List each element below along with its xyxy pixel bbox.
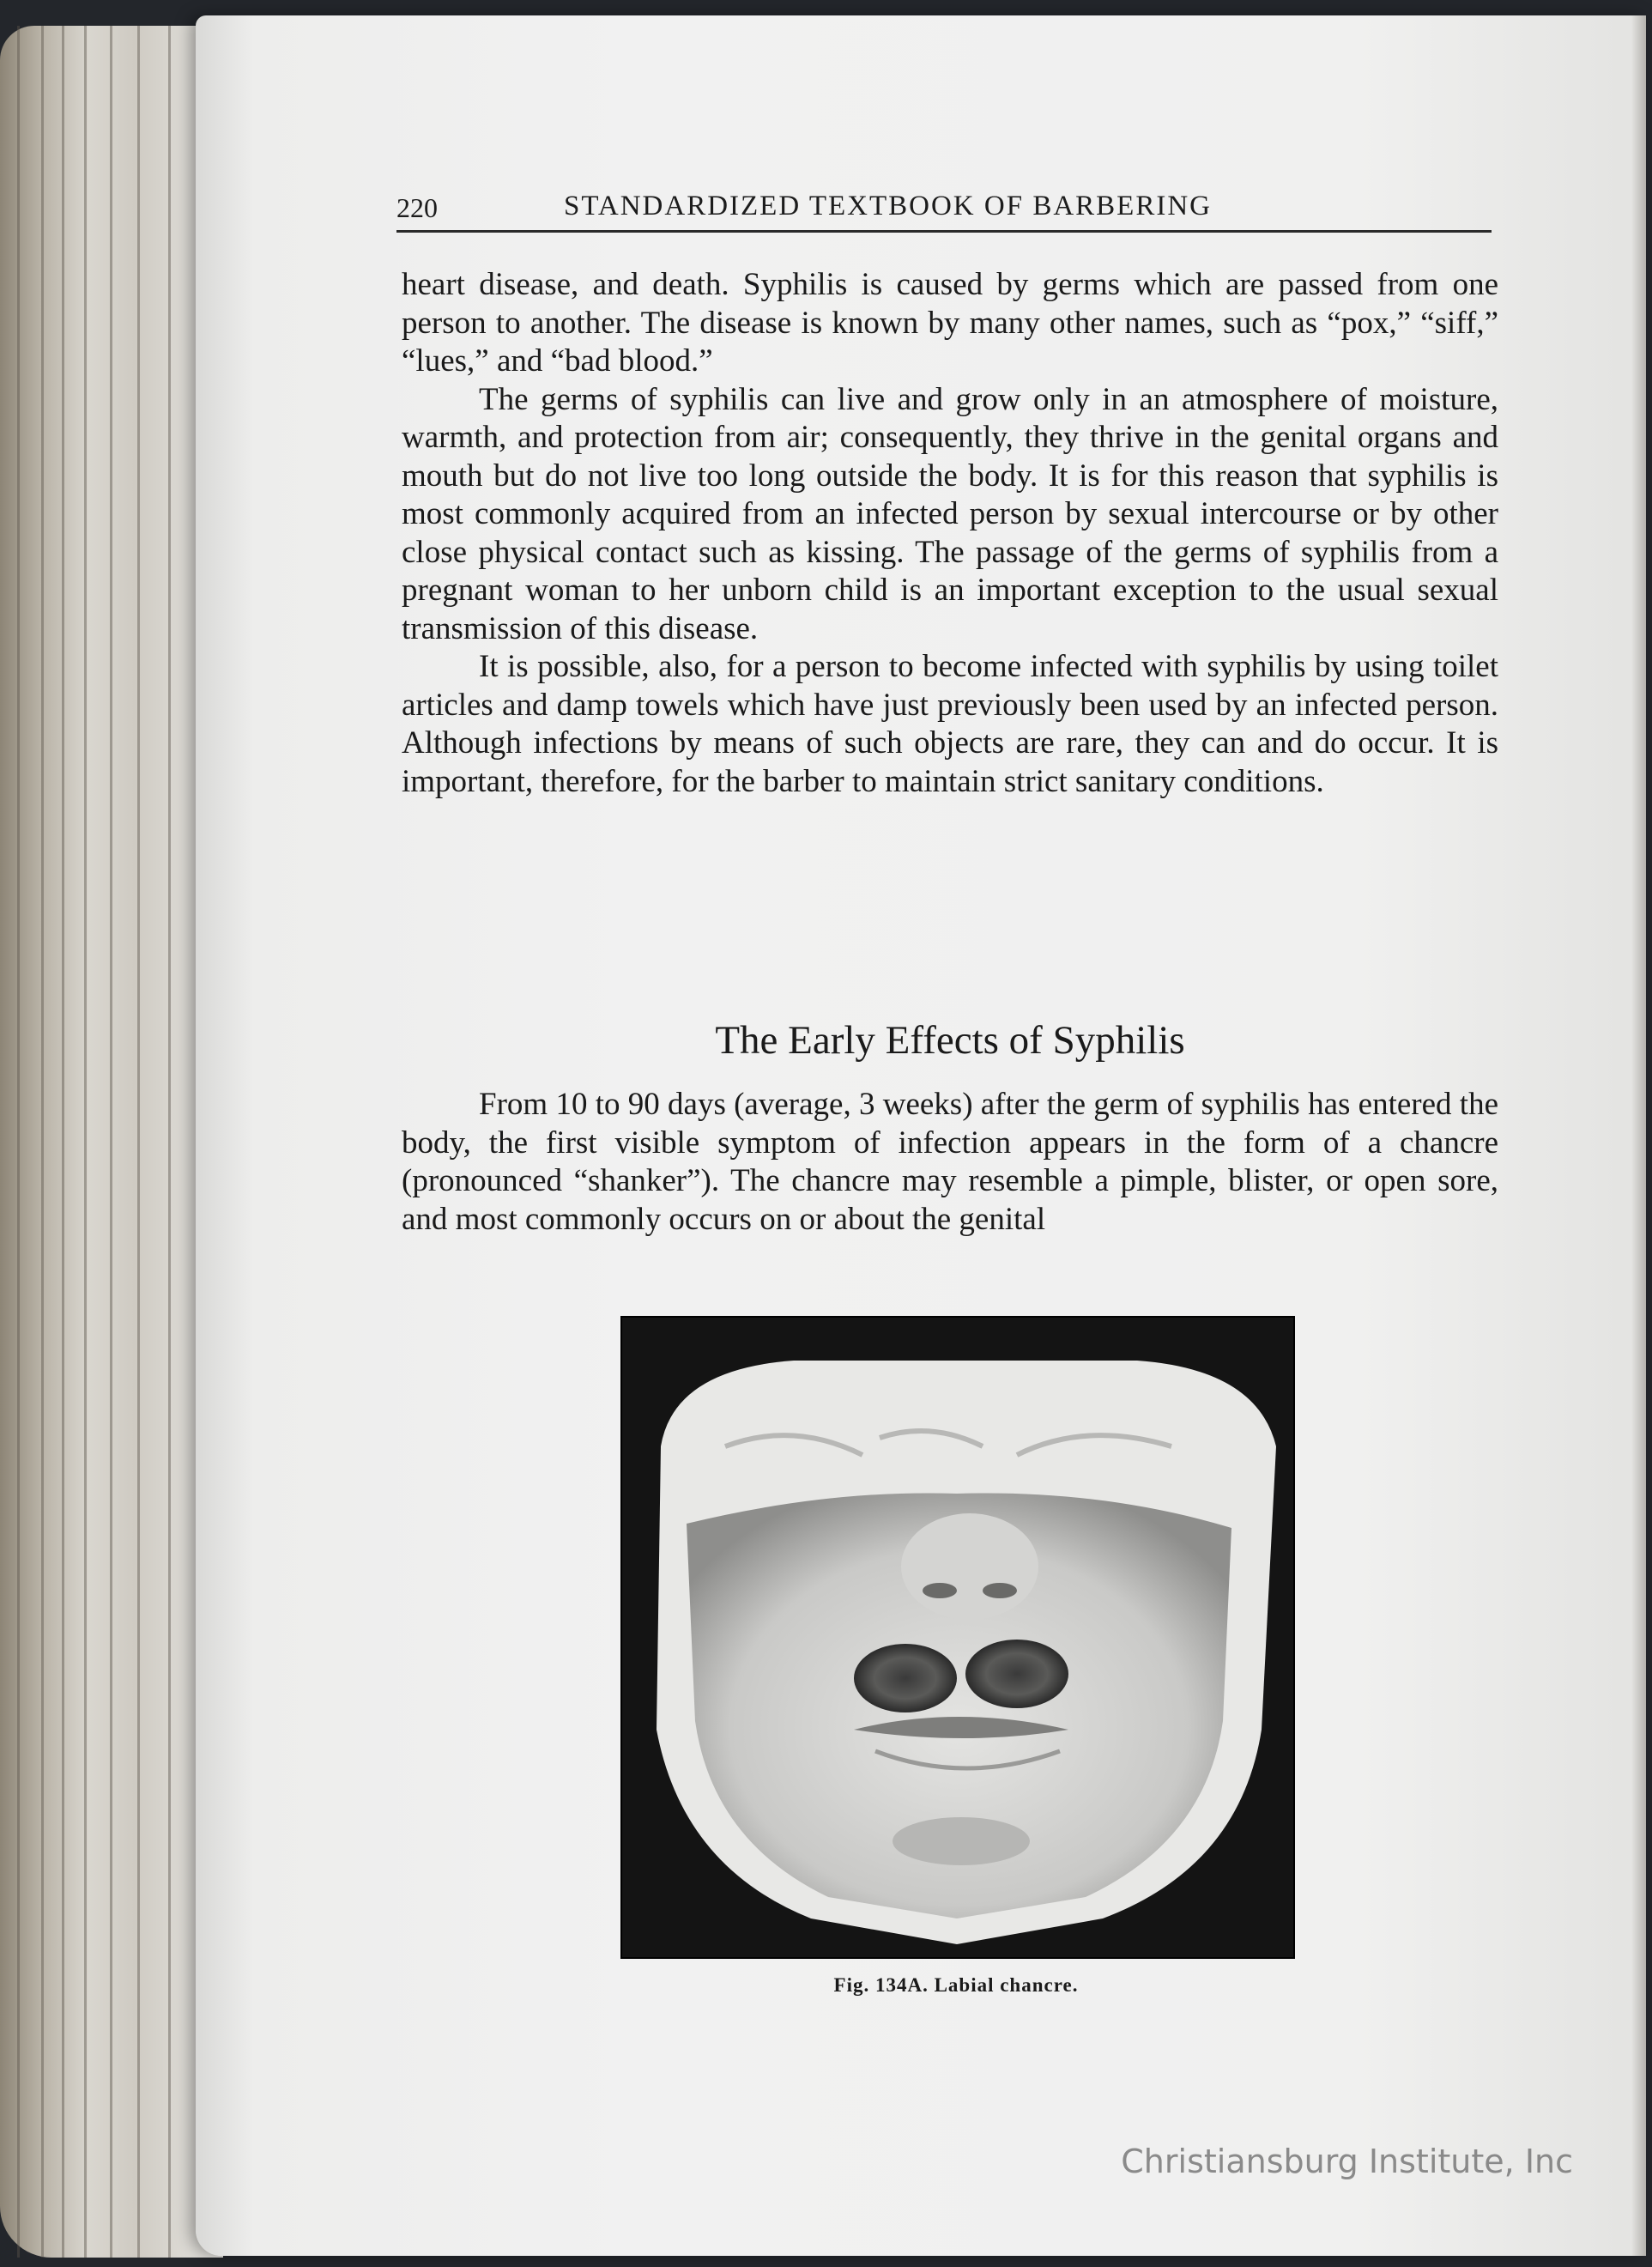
running-title: STANDARDIZED TEXTBOOK OF BARBERING bbox=[564, 191, 1213, 221]
figure-photo bbox=[620, 1316, 1295, 1959]
body-text bbox=[402, 266, 1498, 801]
paragraph-3: It is possible, also, for a person to become infected with syphilis by using toilet articles and damp towels which have just previously been used by an infected person. Although infections by means of such objects are rare, they can and do occur. It is important, therefore, for the barber to maintain strict sanitary conditions. bbox=[402, 649, 1498, 799]
section-heading: The Early Effects of Syphilis bbox=[715, 1018, 1185, 1063]
section-body bbox=[402, 1086, 1498, 1239]
watermark: Christiansburg Institute, Inc bbox=[1121, 2143, 1573, 2180]
labial-chancre-photo bbox=[622, 1318, 1293, 1957]
page-number: 220 bbox=[396, 192, 438, 223]
figure-caption: Fig. 134A. Labial chancre. bbox=[833, 1974, 1079, 1996]
running-header bbox=[396, 187, 1492, 233]
paragraph-4: From 10 to 90 days (average, 3 weeks) after the germ of syphilis has entered the body, the first visible symptom of infection appears in the form of a chancre (pronounced “shanker”). The chancre may resemble a pimple, blister, or open sore, and most commonly occurs on or about the genital bbox=[402, 1087, 1498, 1237]
page-stack bbox=[0, 26, 223, 2258]
paragraph-1: heart disease, and death. Syphilis is caused by germs which are passed from one person to another. The disease is known by many other names, such as “pox,” “siff,” “lues,” and “bad blood.” bbox=[402, 267, 1498, 379]
paragraph-2: The germs of syphilis can live and grow only in an atmosphere of moisture, warmth, and protection from air; consequently, they thrive in the genital organs and mouth but do not live too long outside the body. It is for this reason that syphilis is most commonly acquired from an infected person by sexual intercourse or by other close physical contact such as kissing. The passage of the germs of syphilis from a pregnant woman to her unborn child is an important exception to the usual sexual transmission of this disease. bbox=[402, 381, 1498, 646]
